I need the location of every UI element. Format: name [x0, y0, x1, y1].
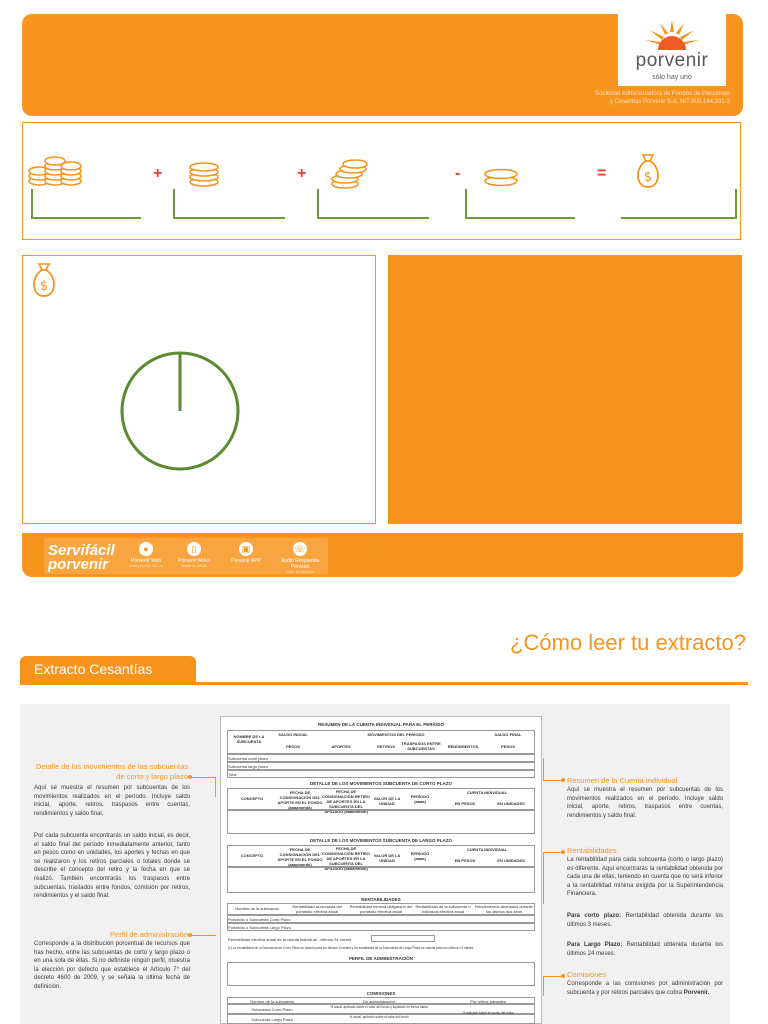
note-movements-p2: Por cada subcuenta encontrarás un saldo inicial, es decir, el saldo final del período inmediatamente anterior, tanto en pesos como en unidades, los aportes y fechas en que se realizaron y los retiros parciales o totales donde se describe el concepto del retiro y la fecha en que se realizó. También encontrarás los traspasos entre subcuentas, traslados entre fondos, comisión por retiros, rendimientos y el saldo final.: [34, 833, 190, 900]
empty-pie-chart: [117, 348, 243, 474]
channel-mobile[interactable]: ▯ Porvenir Móvil Desde su celular: [178, 544, 210, 568]
operator-equals: =: [597, 165, 607, 182]
svg-text:$: $: [39, 279, 49, 294]
statement-document: RESUMEN DE LA CUENTA INDIVIDUAL PARA EL PERÍODO NOMBRE DE LA SUBCUENTA SALDO INICIAL MOVIMIENTOS DEL PERÍODO SALDO FINAL PESOS APORTES RETIROS TRASPASOS ENTRE SUBCUENTAS RENDIMIENTOS PESOS Subcuenta corto plazo Subcuenta largo plazo Total DETALLE DE LOS MOVIMIENTOS SUBCUENTA DE CORTO PLAZO CONCEPTO FECHA DE CONSIGNACIÓN DEL APORTE EN EL FONDO (aaaammdd) FECHA DE CONSIGNACIÓN RETIRO DE APORTES EN LA SUBCUENTA DEL AFILIADO (aaaammdd) VALOR DE LA UNIDAD PERÍODO (aaaa) CUENTA INDIVIDUAL EN PESOS EN UNIDADES DETALLE DE LOS MOVIMIENTOS SUBCUENTA DE LARGO PLAZO CONCEPTO FECHA DE CONSIGNACIÓN DEL APORTE EN EL FONDO (aaaammdd) FECHA DE CONSIGNACIÓN RETIRO DE APORTES EN LA SUBCUENTA DEL AFILIADO (aaaammdd) VALOR DE LA UNIDAD PERÍODO (aaaa) CUENTA INDIVIDUAL EN PESOS EN UNIDADES RENTABILIDADES Nombre de la subcuenta Rentabilidad acumulada del portafolio efectiva anual Rentabilidad mínima obligatoria del portafolio efectiva anual Rentabilidad de la subcuenta o individual efectiva anual Rendimientos abonados durante los últimos dos años Portafolio o Subcuenta Corto Plazo Portafolio o Subcuenta Largo Plazo Rentabilidad efectiva anual de la cuenta individual - últimos 24 meses (1) La rentabilidad de la Subcuenta de Corto Plazo se calcula para los últimos 3 meses y la rentabilidad de la Subcuenta de Largo Plazo se calcula para los últimos 24 meses. PERFIL DE ADMINISTRACIÓN COMISIONES Nombre de la subcuenta De administración Por retiros parciales Subcuenta Corto Plazo % anual, aplicado sobre el valor del fondo y liquidado en forma diaria % aplicado sobre el monto del retiro Subcuenta Largo Plazo % anual, aplicado sobre el valor del fondo: [220, 716, 542, 1024]
connector-line: [543, 976, 544, 996]
phone-icon: ▯: [187, 542, 201, 556]
doc-title-short-term: DETALLE DE LOS MOVIMIENTOS SUBCUENTA DE CORTO PLAZO: [309, 781, 452, 786]
returns-value-box: [371, 935, 435, 942]
brand-name: porvenir: [635, 50, 709, 71]
section-title: ¿Cómo leer tu extracto?: [510, 630, 746, 655]
servifacil-title: Servifácil: [48, 542, 115, 559]
value-slot-2: [173, 189, 285, 219]
brand-slogan: sólo hay uno: [652, 74, 692, 81]
doc-title-fees: COMISIONES: [366, 991, 396, 996]
doc-title-profile: PERFIL DE ADMINISTRACIÓN: [348, 956, 413, 961]
company-line-1: Sociedad Administradora de Fondos de Pensiones: [595, 91, 730, 97]
connector-dot: [188, 933, 192, 937]
mouse-icon: ●: [139, 542, 153, 556]
balance-chart-panel: [22, 255, 376, 524]
note-movements-p1: Aquí se muestra el resumen por subcuentas de los movimientos realizados en el período. Incluye saldo inicial, aporte, retiros, traspasos entre cuentas, rendimientos y saldo final.: [34, 785, 190, 817]
table-row: [227, 770, 535, 778]
operator-plus-2: +: [297, 165, 307, 182]
porvenir-logo: [618, 14, 726, 86]
operator-plus-1: +: [153, 165, 163, 182]
note-returns-text: La rentabilidad para cada subcuenta (corto o largo plazo) es diferente. Aquí encontrarás la rentabilidad obtenida por cada una de ellas, teniendo en cuenta que no será inferior a la rentabilidad mínima exigida por la Superintendencia Financiera.: [567, 857, 723, 898]
balance-formula-panel: [22, 122, 741, 240]
note-summary-text: Aquí se muestra el resumen por subcuentas de los movimientos realizados en el período. Incluye saldo inicial, aporte, retiros, traspasos entre cuentas, rendimientos y saldo final.: [567, 787, 723, 819]
coin-pile-icon: [329, 155, 369, 189]
connector-dot: [561, 850, 565, 854]
channel-web[interactable]: ● Porvenir Web www.porvenir.com.co: [129, 544, 163, 568]
value-slot-4: [465, 189, 575, 219]
headset-icon: ☏: [294, 544, 306, 554]
coin-stacks-icon: [27, 151, 83, 187]
connector-dot: [188, 775, 192, 779]
connector-line: [215, 777, 216, 797]
operator-minus: -: [455, 165, 461, 182]
value-slot-3: [317, 189, 429, 219]
connector-dot: [561, 974, 565, 978]
value-slot-1: [31, 189, 141, 219]
note-profile-text: Corresponde a la distribución porcentual de recursos que has hecho, entre las subcuentas de corto y largo plazo o en una sola de ellas. Si no definiste ningún perfil, muestra la elección por defecto que establece el Artículo 7° del decreto 4600 de 2009, y se señala la última fecha de definición.: [34, 941, 190, 990]
note-movements-title: Detalle de los movimientos de las subcuentas de corto y largo plazo: [35, 762, 188, 781]
connector-line: [190, 935, 216, 936]
dots-divider: · · ·: [367, 540, 369, 558]
channel-app[interactable]: ▣ Porvenir APP: [231, 544, 261, 564]
detail-body: [227, 867, 535, 893]
note-returns-title: Rentabilidades: [567, 846, 617, 855]
doc-title-summary: RESUMEN DE LA CUENTA INDIVIDUAL PARA EL PERÍODO: [318, 722, 444, 727]
money-bag-icon: [633, 151, 663, 189]
note-fees-title: Comisiones: [567, 970, 607, 979]
app-icon: ▣: [239, 542, 253, 556]
connector-line: [543, 852, 544, 904]
note-fees-text: Corresponde a las comisiones por administración por subcuenta y por retiros parciales que cobra Porvenir.: [567, 981, 723, 996]
table-row: [227, 754, 535, 762]
company-line-2: y Cesantías Porvenir S.A. NIT 800.144.331-3: [609, 99, 730, 105]
connector-dot: [561, 778, 565, 782]
note-returns-short: Para corto plazo: Rentabilidad obtenida durante los últimos 3 meses.: [567, 913, 723, 928]
coin-pair-icon: [481, 165, 521, 187]
note-profile-title: Perfil de administración: [110, 930, 188, 939]
channel-audio[interactable]: ☏ Audio Respuesta Porvenir Línea de atención: [280, 544, 320, 574]
table-row: [227, 762, 535, 770]
note-summary-title: Resumen de la Cuenta Individual: [567, 776, 678, 785]
tab-underline: [20, 682, 748, 685]
note-returns-long: Para Largo Plazo: Rentabilidad obtenida durante los últimos 24 meses.: [567, 942, 724, 957]
value-slot-total: [621, 189, 737, 219]
sun-icon: [642, 18, 702, 50]
doc-title-long-term: DETALLE DE LOS MOVIMIENTOS SUBCUENTA DE LARGO PLAZO: [309, 838, 453, 843]
svg-text:$: $: [643, 170, 653, 185]
tab-label: Extracto Cesantías: [34, 661, 153, 677]
coin-stack-icon: [187, 159, 221, 187]
connector-line: [543, 758, 544, 780]
summary-panel: [388, 255, 742, 524]
money-bag-icon: [29, 260, 59, 298]
doc-title-returns: RENTABILIDADES: [361, 897, 401, 902]
profile-box: [227, 962, 535, 986]
connector-line: [190, 777, 216, 778]
servifacil-subtitle: porvenir: [48, 556, 109, 573]
detail-body: [227, 810, 535, 834]
